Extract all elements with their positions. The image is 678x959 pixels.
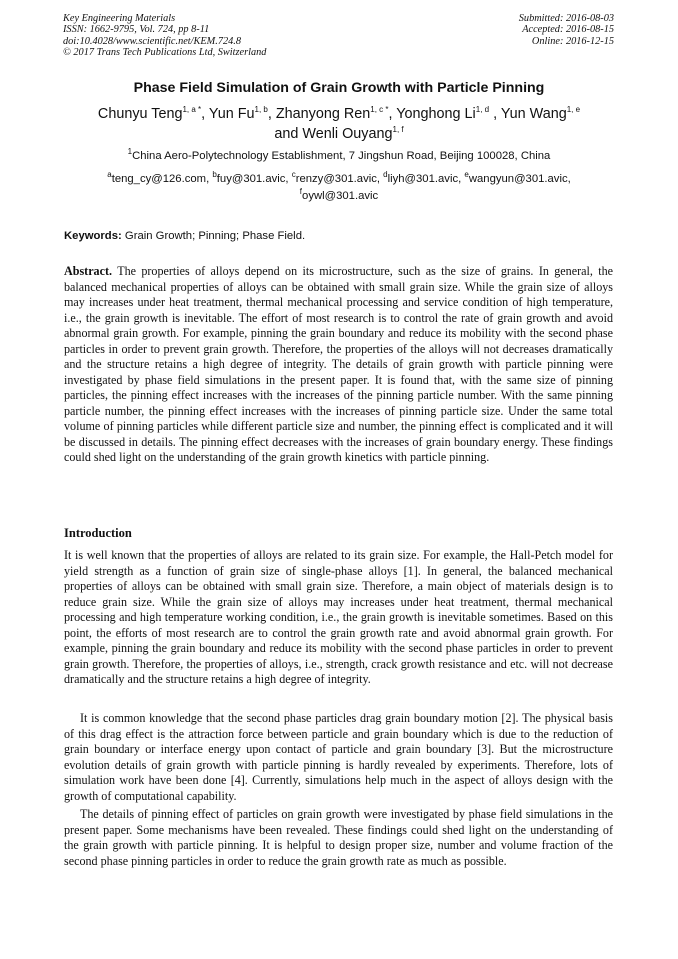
email-list: $^a$teng_cy@126.com, $^b$fuy@301.avic, $^c$renzy@301.avic, $^d$liyh@301.avic, $^e$wangyun@301.avic, $^f$oywl@301.avic [107, 170, 571, 202]
email-address[interactable]: teng_cy@126.com [111, 173, 207, 185]
keywords [64, 230, 305, 242]
introduction-heading: Introduction [64, 526, 132, 540]
abstract-label: Abstract. [64, 264, 113, 278]
author-name: Wenli Ouyang [302, 126, 393, 142]
accepted-date: Accepted: 2016-08-15 [522, 24, 614, 36]
paper-title: Phase Field Simulation of Grain Growth with Particle Pinning [133, 80, 545, 96]
doi-line[interactable]: doi:10.4028/www.scientific.net/KEM.724.8 [63, 35, 241, 47]
author-name: Yun Wang [500, 106, 567, 122]
author-list: Chunyu Teng$^{1, a *}$, Yun Fu$^{1, b}$, Zhanyong Ren$^{1, c *}$, Yonghong Li$^{1, d}$ , Yun Wang$^{1, e}$ and Wenli Ouyang$^{1, f}$ [97, 105, 581, 142]
email-superscript: e [464, 170, 469, 180]
submitted-date: Submitted: 2016-08-03 [518, 13, 614, 24]
author-superscript: 1, d [475, 105, 490, 115]
author-superscript: 1, c * [370, 105, 389, 115]
keywords-text: Grain Growth; Pinning; Phase Field. [124, 230, 306, 242]
intro-paragraph-2: It is common knowledge that the second phase particles drag grain boundary motion [2]. The physical basis of this drag effect is the attraction force between particle and grain boundary which is due to the reduction of grain boundary or interface energy upon contact of particle and grain boundary [3]. But the microstructure evolution details of grain growth with particle pinning is hardly revealed by experiments. Therefore, lots of simulation work have been done [4]. Currently, simulations help much in the aspect of alloys design with the growth of computational capability. [64, 711, 613, 803]
author-name: Yonghong Li [396, 106, 476, 122]
journal-header-right [519, 13, 614, 47]
affiliation-text: China Aero-Polytechnology Establishment, 7 Jingshun Road, Beijing 100028, China [132, 150, 551, 162]
copyright-line: © 2017 Trans Tech Publications Ltd, Switzerland [63, 46, 267, 58]
journal-name: Key Engineering Materials [63, 13, 176, 24]
author-superscript: 1, a * [182, 105, 202, 115]
email-address[interactable]: renzy@301.avic [295, 173, 377, 185]
journal-header-left [63, 13, 266, 58]
issn-line: ISSN: 1662-9795, Vol. 724, pp 8-11 [63, 24, 210, 36]
author-superscript: 1, b [254, 105, 268, 115]
author-superscript: 1, e [566, 105, 581, 115]
email-superscript: b [212, 170, 217, 180]
author-name: Yun Fu [208, 106, 255, 122]
author-name: Chunyu Teng [97, 106, 183, 122]
email-address[interactable]: liyh@301.avic [387, 173, 459, 185]
email-address[interactable]: oywl@301.avic [302, 190, 379, 202]
online-date: Online: 2016-12-15 [531, 35, 614, 47]
email-address[interactable]: fuy@301.avic [216, 173, 286, 185]
keywords-label: Keywords: [64, 230, 122, 242]
affiliation-superscript: 1 [127, 147, 133, 157]
email-superscript: a [107, 170, 112, 180]
email-address[interactable]: wangyun@301.avic [468, 173, 568, 185]
abstract [64, 264, 613, 466]
author-name: Zhanyong Ren [275, 106, 371, 122]
intro-paragraph-3: The details of pinning effect of particles on grain growth were investigated by phase field simulations in the present paper. Some mechanisms have been revealed. These findings could shed light on the understanding of the grain growth with particle pinning. It is helpful to design proper size, number and volume fraction of the second phase pinning particles in order to reduce the grain growth rate as much as possible. [64, 807, 613, 868]
affiliation [0, 147, 678, 162]
abstract-text: The properties of alloys depend on its microstructure, such as the size of grains. In general, the balanced mechanical properties of alloys can be obtained with small grain size. While the grain size of alloys may increases under heat treatment, thermal mechanical processing and service condition of high temperature, i.e., the grain growth is inevitable. The effort of most research is to control the rate of grain growth and avoid abnormal grain growth. For example, pinning the grain boundary and reduce its mobility with the second phase particles in order to prevent grain growth. Therefore, the properties of the alloys will not decreases dramatically and the structure retains a high degree of integrity. The details of grain growth with particle pinning were investigated by phase field simulations in the present paper. It is found that, with the same size of pinning particles, the pinning effect increases with the increases of the pinning particle number. With the same pinning particle number, the pinning effect increases with the increases of pinning particle size. Under the same total volume of pinning particles while different particle size and number, the pinning effect is complicated and it will be discussed in details. The pinning effect decreases with the increases of grain boundary energy. These findings could shed light on the understanding of the grain growth kinetics with particle pinning. [64, 264, 613, 464]
author-superscript: 1, f [392, 125, 404, 135]
email-superscript: c [291, 170, 296, 180]
email-superscript: d [383, 170, 388, 180]
email-superscript: f [299, 187, 303, 197]
intro-paragraph-1: It is well known that the properties of alloys are related to its grain size. For example, the Hall-Petch model for yield strength as a function of grain size of single-phase alloys [1]. In general, the balanced mechanical properties of alloys can be obtained with small grain size. Therefore, a main object of materials design is to reduce grain size. While the grain size of alloys may increases under heat treatment, thermal mechanical processing and high temperature working condition, i.e., the grain growth is inevitable sometimes. Based on this point, the efforts of most research are to control the grain growth rate and avoid abnormal grain growth. For example, pinning the grain boundary and reduce its mobility with the second phase particles in order to prevent grain growth. Therefore, the properties of alloys, i.e., strength, crack growth resistance and etc. will not decrease dramatically and the structure retains a high degree of integrity. [64, 548, 613, 686]
